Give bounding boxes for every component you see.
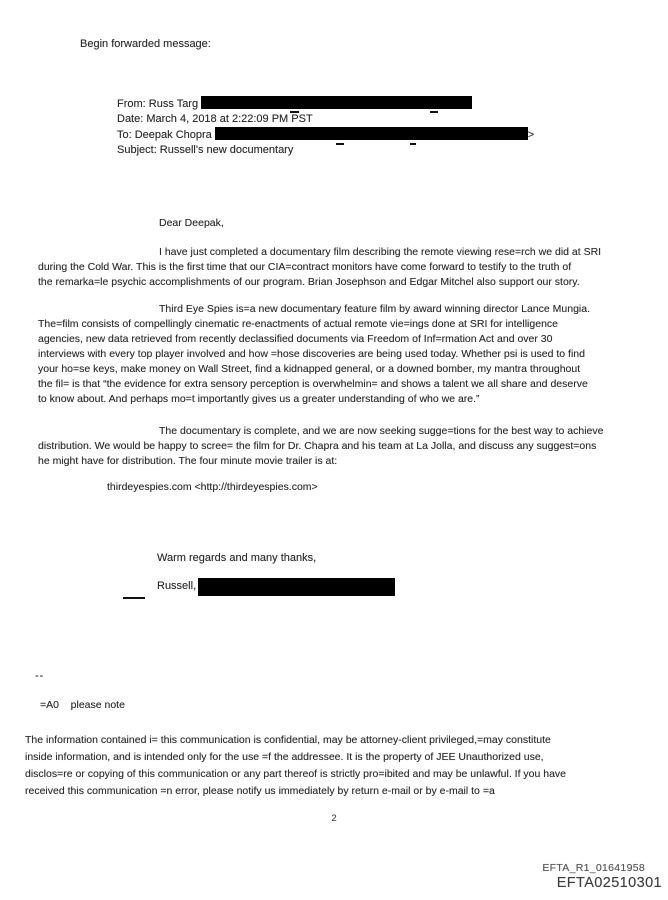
header-to-line [117,127,534,143]
header-to-label: To: Deepak Chopra [117,129,212,142]
text-line: The documentary is complete, and we are now seeking sugge=tions for the best way to achieve [159,425,604,437]
scan-artifact [290,111,299,113]
scan-artifact [410,143,416,145]
paragraph-1 [38,245,642,290]
header-from-line [117,96,534,112]
paragraph-3 [38,424,642,469]
forward-notice: Begin forwarded message: [80,38,211,50]
scan-artifact [336,143,344,145]
redaction-bar-signature [198,578,395,596]
confidentiality-disclaimer [25,732,650,800]
signature-line [157,578,395,596]
text-line: to know about. And perhaps mo=t importantly gives us a greater understanding of who we are.” [38,393,480,405]
redaction-bar-from [201,96,472,109]
text-line: disclos=re or copying of this communication or any part thereof is strictly pro=ibited and may be unlawful. If you have [25,768,567,780]
header-from-label: From: Russ Targ [117,98,199,110]
scan-artifact [123,597,145,599]
text-line: The information contained i= this communication is confidential, may be attorney-client privileged,=may constitute [25,734,551,746]
text-line: agencies, new data retrieved from recently declassified documents via Freedom of Inf=rmation Act and over 30 [38,333,553,345]
closing-line: Warm regards and many thanks, [157,552,317,564]
text-line: the fil= is that “the evidence for extra sensory perception is overwhelmin= and shows a talent we all share and deserve [38,378,588,390]
bates-stamp-small: EFTA_R1_01641958 [542,862,645,874]
text-line: inside information, and is intended only for the use =f the addressee. It is the property of JEE Unauthorized use, [25,751,544,763]
page-number: 2 [331,813,337,824]
redaction-bar-to [215,127,528,140]
encoding-note: =A0 please note [40,699,125,711]
text-line: Third Eye Spies is=a new documentary feature film by award winning director Lance Mungia. [159,303,591,315]
text-line: during the Cold War. This is the first time that our CIA=contract monitors have come forward to testify to the truth of [38,261,572,273]
email-header [117,96,534,159]
paragraph-2 [38,302,642,407]
greeting: Dear Deepak, [159,217,224,229]
signature-separator: -- [35,670,45,682]
trailer-link-text: thirdeyespies.com <http://thirdeyespies.com> [107,481,318,493]
text-line: distribution. We would be happy to scree= the film for Dr. Chapra and his team at La Jolla, and discuss any suggest=ons [38,440,597,452]
header-date-line: Date: March 4, 2018 at 2:22:09 PM PST [117,112,313,125]
text-line: your ho=se keys, make money on Wall Street, find a kidnapped general, or a downed bomber, my mantra throughout [38,363,581,375]
scan-artifact [430,111,438,113]
text-line: received this communication =n error, please notify us immediately by return e-mail or by e-mail to =a [25,785,495,797]
header-subject-line: Subject: Russell's new documentary [117,144,294,157]
text-line: I have just completed a documentary film describing the remote viewing rese=rch we did at SRI [159,246,602,258]
text-line: the remarka=le psychic accomplishments of our program. Brian Josephson and Edgar Mitchel also support our story. [38,276,580,288]
bates-stamp-large: EFTA02510301 [556,875,662,891]
text-line: The=film consists of compellingly cinematic re-enactments of actual remote vie=ings done at SRI for intelligence [38,318,558,330]
email-body [38,216,642,495]
header-to-suffix: > [527,129,535,142]
text-line: interviews with every top player involved and how =hose discoveries are being used today. Whether psi is used to find [38,348,585,360]
signature-name: Russell, [157,580,197,592]
text-line: he might have for distribution. The four minute movie trailer is at: [38,455,338,467]
